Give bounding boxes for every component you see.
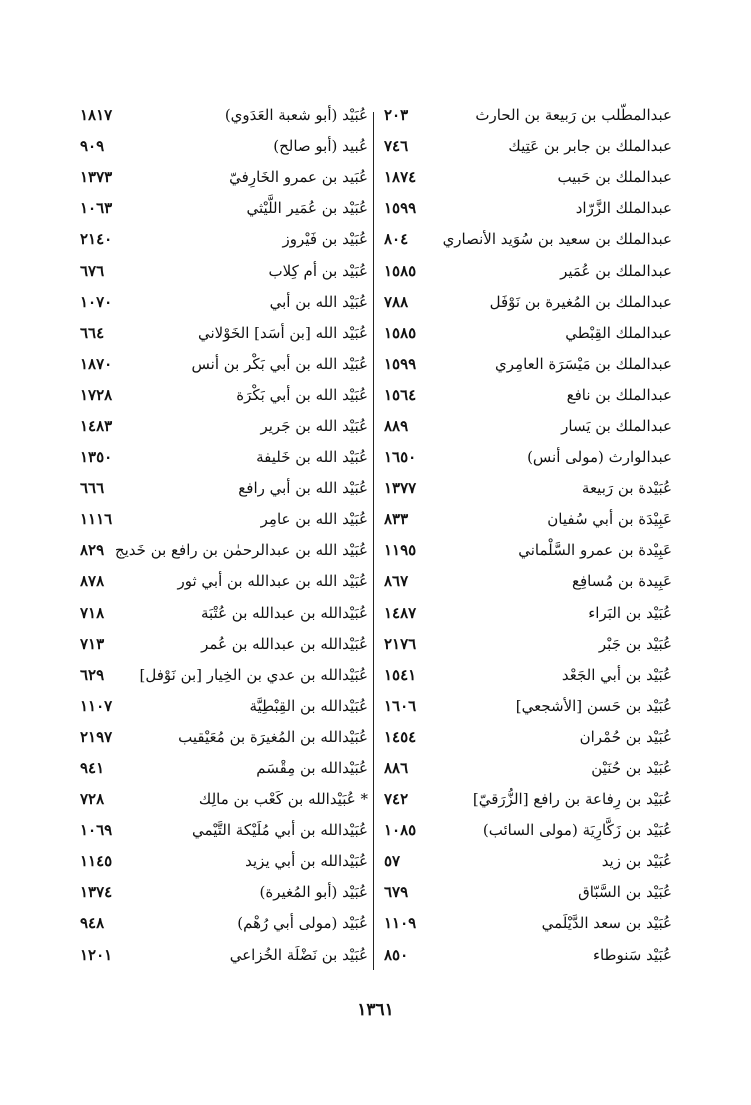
entry-name: عُبَيْد بن أم كِلاب xyxy=(268,261,368,280)
entry-number: ١٣٥٠ xyxy=(80,448,113,467)
index-entry xyxy=(384,784,672,815)
entry-number: ١٠٦٩ xyxy=(80,821,113,840)
entry-number: ٦٦٦ xyxy=(80,479,105,498)
index-entry xyxy=(384,504,672,535)
entry-number: ٢١٧٦ xyxy=(384,634,417,653)
entry-number: ١٧٢٨ xyxy=(80,385,113,404)
entry-name: عُبَيْدالله بن القِبْطِيَّة xyxy=(249,696,368,715)
index-entry xyxy=(80,722,368,753)
entry-name: عُبَيْد الله بن خَليفة xyxy=(256,448,368,467)
entry-name: عُبَيْد بن حَسن [الأشجعي] xyxy=(515,696,672,715)
entry-name: عبدالمطّلب بن رَبيعة بن الحارث xyxy=(475,106,672,125)
index-entry xyxy=(80,504,368,535)
index-entry xyxy=(80,629,368,660)
entry-number: ٨٠٤ xyxy=(384,230,409,249)
entry-number: ٦٧٩ xyxy=(384,883,409,902)
entry-number: ٨٨٦ xyxy=(384,759,409,778)
index-entry xyxy=(80,287,368,318)
index-entry xyxy=(384,629,672,660)
entry-number: ٨٧٨ xyxy=(80,572,105,591)
index-entry xyxy=(384,224,672,255)
index-entry xyxy=(80,535,368,566)
entry-number: ٥٧ xyxy=(384,852,401,871)
entry-number: ١٠٧٠ xyxy=(80,292,113,311)
entry-name: عبدالملك بن سعيد بن سُوَيد الأنصاري xyxy=(442,230,672,249)
entry-number: ١٠٦٣ xyxy=(80,199,113,218)
entry-number: ٦٢٩ xyxy=(80,665,105,684)
entry-name: عَبِيْدة بن عمرو السَّلْماني xyxy=(518,541,672,560)
entry-name: عُبَيْدالله بن عدي بن الخِيار [بن نَوْفل] xyxy=(139,665,368,684)
entry-number: ٨٢٩ xyxy=(80,541,105,560)
index-entry xyxy=(80,318,368,349)
entry-number: ١٤٥٤ xyxy=(384,727,417,746)
index-entry xyxy=(80,940,368,971)
entry-name: عبدالملك بن عُمَير xyxy=(560,261,672,280)
entry-name: عُبَيْد الله بن أبي رافع xyxy=(238,479,368,498)
index-entry xyxy=(384,846,672,877)
entry-name: عبدالملك بن جابر بن عَتِيك xyxy=(508,137,672,156)
index-entry xyxy=(384,287,672,318)
index-entry xyxy=(384,877,672,908)
entry-number: ٧٤٢ xyxy=(384,790,409,809)
entry-number: ١٥٩٩ xyxy=(384,354,417,373)
entry-number: ٩٤١ xyxy=(80,759,105,778)
entry-name: عبدالملك الزَّرّاد xyxy=(575,199,672,218)
entry-number: ١٨٧٤ xyxy=(384,168,417,187)
entry-name: عُبَيْد بن أبي الجَعْد xyxy=(561,665,672,684)
index-entry xyxy=(80,691,368,722)
entry-number: ١١٩٥ xyxy=(384,541,417,560)
entry-name: عُبَيْدالله بن عبدالله بن عُتْبَة xyxy=(200,603,368,622)
entry-number: ٧٢٨ xyxy=(80,790,105,809)
entry-name: عُبَيْدالله بن أبي مُلَيْكة التَّيْمي xyxy=(192,821,368,840)
index-entry xyxy=(80,224,368,255)
entry-name: عبدالملك بن نافع xyxy=(566,385,672,404)
entry-number: ٢٠٣ xyxy=(384,106,409,125)
index-entry xyxy=(384,318,672,349)
entry-name: عُبَيْد الله بن أبي بَكْرَة xyxy=(236,385,368,404)
entry-name: عُبَيْدة بن رَبيعة xyxy=(581,479,672,498)
index-entry xyxy=(80,753,368,784)
index-entry xyxy=(80,598,368,629)
entry-name: عَبِيدة بن مُسافِع xyxy=(571,572,672,591)
entry-number: ٩٤٨ xyxy=(80,914,105,933)
column-divider xyxy=(373,112,374,970)
entry-name: عُبَيْد بن زَكَّارِيَة (مولى السائب) xyxy=(482,821,672,840)
entry-number: ٢١٤٠ xyxy=(80,230,113,249)
entry-number: ٨٨٩ xyxy=(384,416,409,435)
entry-name: عُبَيْد (أبو المُغيرة) xyxy=(259,883,368,902)
entry-name: عُبَيْد بن البَراء xyxy=(588,603,672,622)
entry-name: عُبَيْد بن نَضْلَة الخُزاعي xyxy=(229,945,368,964)
entry-name: عبدالوارث (مولى أنس) xyxy=(527,448,672,467)
entry-name: عبدالملك القِبْطي xyxy=(565,323,672,342)
entry-name: عُبَيْدالله بن عبدالله بن عُمر xyxy=(201,634,368,653)
index-entry xyxy=(80,877,368,908)
entry-name: عبدالملك بن مَيْسَرَة العامِري xyxy=(495,354,672,373)
index-entry xyxy=(384,722,672,753)
entry-name: عُبَيْد بن فَيْروز xyxy=(282,230,368,249)
index-entry xyxy=(80,442,368,473)
entry-name: عبدالملك بن حَبيب xyxy=(557,168,672,187)
entry-number: ١٨٧٠ xyxy=(80,354,113,373)
entry-number: ١١١٦ xyxy=(80,510,113,529)
index-entry xyxy=(80,255,368,286)
entry-number: ٨٥٠ xyxy=(384,945,409,964)
page-number: ١٣٦١ xyxy=(357,1000,394,1020)
index-entry xyxy=(384,473,672,504)
entry-name: عُبَيْد (مولى أبي رُهْم) xyxy=(237,914,368,933)
index-entry xyxy=(384,131,672,162)
index-entry xyxy=(384,100,672,131)
entry-number: ١٥٨٥ xyxy=(384,261,417,280)
index-entry xyxy=(80,380,368,411)
index-entry xyxy=(384,535,672,566)
entry-name: عُبَيْدالله بن أبي يزيد xyxy=(245,852,368,871)
entry-number: ١١٤٥ xyxy=(80,852,113,871)
entry-number: ١١٠٧ xyxy=(80,696,113,715)
entry-number: ٧٤٦ xyxy=(384,137,409,156)
entry-name: عُبَيْد الله بن أبي xyxy=(269,292,368,311)
index-entry xyxy=(80,908,368,939)
entry-number: ٨٣٣ xyxy=(384,510,409,529)
entry-number: ١٣٧٤ xyxy=(80,883,113,902)
entry-number: ١٠٨٥ xyxy=(384,821,417,840)
index-entry xyxy=(80,566,368,597)
index-entry xyxy=(80,100,368,131)
entry-name: عُبَيْد بن سعد الدَّيْلَمي xyxy=(541,914,672,933)
entry-name: عُبَيْد بن حُمْران xyxy=(579,727,672,746)
entry-name: عبدالملك بن يَسار xyxy=(561,416,672,435)
index-entry xyxy=(384,442,672,473)
entry-name: عُبَيْد الله [بن أسَد] الخَوْلاني xyxy=(197,323,368,342)
entry-number: ١٥٤١ xyxy=(384,665,417,684)
entry-name: عُبَيْد بن جَبْر xyxy=(598,634,672,653)
entry-number: ١٤٨٣ xyxy=(80,416,113,435)
index-entry xyxy=(384,349,672,380)
index-entry xyxy=(384,380,672,411)
entry-name: عُبَيْد بن عُمَير اللَّيْثي xyxy=(246,199,368,218)
entry-number: ٦٧٦ xyxy=(80,261,105,280)
entry-name: عُبَيد بن عمرو الخَارِفيّ xyxy=(229,168,368,187)
index-entry xyxy=(384,815,672,846)
entry-name: عُبَيْد الله بن جَرير xyxy=(260,416,368,435)
entry-number: ٧٨٨ xyxy=(384,292,409,311)
entry-number: ٦٦٤ xyxy=(80,323,105,342)
index-entry xyxy=(80,411,368,442)
left-column xyxy=(80,100,368,971)
entry-number: ١١٠٩ xyxy=(384,914,417,933)
index-entry xyxy=(384,691,672,722)
entry-number: ١٥٨٥ xyxy=(384,323,417,342)
entry-number: ٢١٩٧ xyxy=(80,727,113,746)
index-entry xyxy=(80,349,368,380)
index-entry xyxy=(384,940,672,971)
entry-name: عُبَيْدالله بن مِقْسَم xyxy=(256,759,368,778)
index-entry xyxy=(80,162,368,193)
entry-name: عُبَيْد الله بن عبدالرحمٰن بن رافع بن خَديج xyxy=(114,541,368,560)
entry-name: عُبيد (أبو صالح) xyxy=(273,137,368,156)
entry-number: ١٥٩٩ xyxy=(384,199,417,218)
entry-name: عُبَيْد بن زيد xyxy=(601,852,672,871)
index-entry xyxy=(384,908,672,939)
index-entry xyxy=(384,162,672,193)
entry-name: عَبِيْدَة بن أبي سُفيان xyxy=(547,510,672,529)
index-entry xyxy=(384,660,672,691)
entry-name: عُبَيْد بن رِفاعة بن رافع [الزُّرَقيّ] xyxy=(472,790,672,809)
entry-number: ١٦٠٦ xyxy=(384,696,417,715)
entry-name: عُبَيْد الله بن أبي بَكْر بن أنس xyxy=(191,354,368,373)
entry-number: ١٤٨٧ xyxy=(384,603,417,622)
index-entry xyxy=(80,660,368,691)
index-entry xyxy=(80,784,368,815)
entry-number: ١٦٥٠ xyxy=(384,448,417,467)
right-column xyxy=(384,100,672,971)
index-entry xyxy=(80,846,368,877)
index-entry xyxy=(384,753,672,784)
entry-number: ٨٦٧ xyxy=(384,572,409,591)
index-entry xyxy=(384,598,672,629)
index-entry xyxy=(384,566,672,597)
entry-name: * عُبَيْدالله بن كَعْب بن مالِك xyxy=(198,790,368,809)
entry-number: ١٣٧٣ xyxy=(80,168,113,187)
entry-number: ٩٠٩ xyxy=(80,137,105,156)
entry-name: عُبَيْدالله بن المُغيرَة بن مُعَيْقيب xyxy=(178,727,368,746)
index-entry xyxy=(80,131,368,162)
entry-name: عُبَيْد (أبو شعبة العَدَوي) xyxy=(224,106,368,125)
entry-number: ١٥٦٤ xyxy=(384,385,417,404)
entry-name: عُبَيْد سَنوطاء xyxy=(592,945,672,964)
entry-number: ١٣٧٧ xyxy=(384,479,417,498)
entry-name: عبدالملك بن المُغيرة بن نَوْفَل xyxy=(489,292,672,311)
index-entry xyxy=(80,193,368,224)
entry-name: عُبَيْد الله بن عبدالله بن أبي ثور xyxy=(177,572,368,591)
entry-number: ١٢٠١ xyxy=(80,945,113,964)
index-entry xyxy=(384,193,672,224)
index-entry xyxy=(80,815,368,846)
index-entry xyxy=(384,255,672,286)
index-entry xyxy=(384,411,672,442)
entry-number: ٧١٨ xyxy=(80,603,105,622)
entry-name: عُبَيْد الله بن عامِر xyxy=(260,510,368,529)
entry-name: عُبَيْد بن السَّبّاق xyxy=(578,883,672,902)
entry-number: ١٨١٧ xyxy=(80,106,113,125)
index-entry xyxy=(80,473,368,504)
entry-number: ٧١٣ xyxy=(80,634,105,653)
entry-name: عُبَيْد بن حُنَيْن xyxy=(591,759,672,778)
